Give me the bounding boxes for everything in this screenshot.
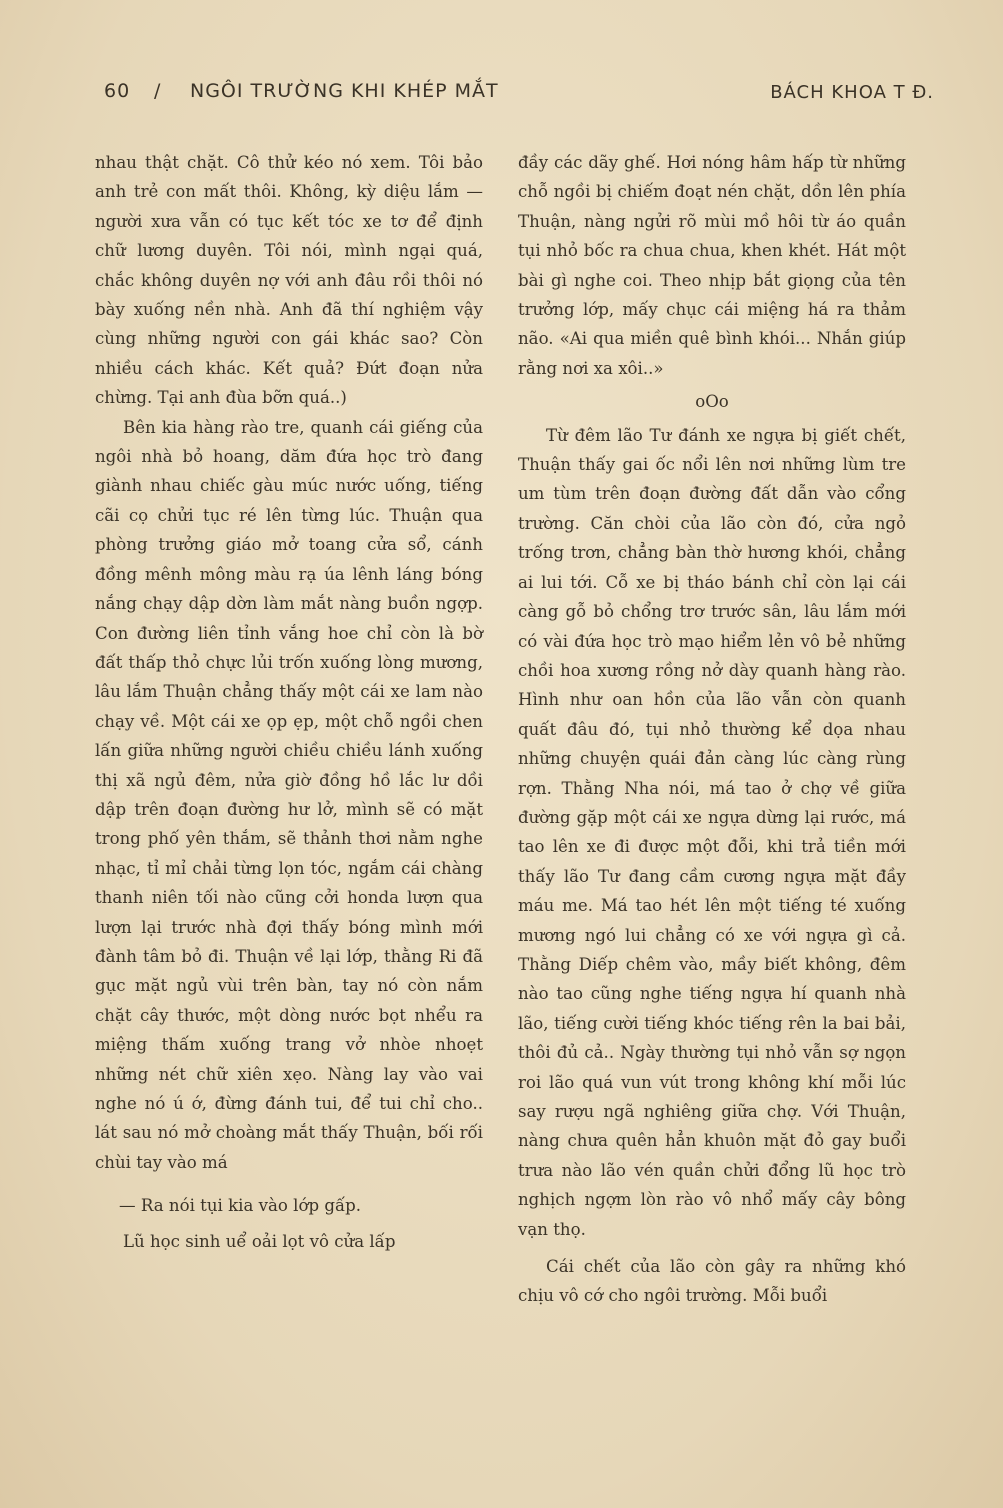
right-column — [518, 148, 906, 1311]
left-paragraph-1: nhau thật chặt. Cô thử kéo nó xem. Tôi bảo anh trẻ con mất thôi. Không, kỳ diệu lắm — người xưa vẫn có tục kết tóc xe tơ để định chữ lương duyên. Tôi nói, mình ngại quá, chắc không duyên nợ với anh đâu rồi thôi nó bày xuống nền nhà. Anh đã thí nghiệm vậy cùng những người con gái khác sao? Còn nhiều cách khác. Kết quả? Đứt đoạn nửa chừng. Tại anh đùa bỡn quá..) — [95, 153, 483, 408]
running-title: NGÔI TRƯỜNG KHI KHÉP MẮT — [190, 80, 499, 102]
publication-name: BÁCH KHOA T Đ. — [770, 82, 934, 103]
section-separator: oOo — [695, 392, 729, 412]
left-dialog-line: — Ra nói tụi kia vào lớp gấp. — [119, 1196, 362, 1216]
page-header — [104, 80, 934, 110]
page-number: 60 — [104, 80, 131, 102]
right-paragraph-1: đầy các dãy ghế. Hơi nóng hâm hấp từ những chỗ ngồi bị chiếm đoạt nén chặt, dồn lên phía Thuận, nàng ngửi rõ mùi mồ hôi từ áo quần tụi nhỏ bốc ra chua chua, khen khét. Hát một bài gì nghe coi. Theo nhịp bắt giọng của tên trưởng lớp, mấy chục cái miệng há ra thảm não. «Ai qua miền quê bình khói... Nhắn giúp rằng nơi xa xôi..» — [518, 153, 906, 378]
left-paragraph-2: Bên kia hàng rào tre, quanh cái giếng của ngôi nhà bỏ hoang, dăm đứa học trò đang giành nhau chiếc gàu múc nước uống, tiếng cãi cọ chửi tục ré lên từng lúc. Thuận qua phòng trưởng giáo mở toang cửa sổ, cánh đồng mênh mông màu rạ úa lênh láng bóng nắng chạy dập dờn làm mắt nàng buồn ngợp. Con đường liên tỉnh vắng hoe chỉ còn là bờ đất thấp thỏ chực lủi trốn xuống lòng mương, lâu lắm Thuận chẳng thấy một cái xe lam nào chạy về. Một cái xe ọp ẹp, một chỗ ngồi chen lấn giữa những người chiều chiều lánh xuống thị xã ngủ đêm, nửa giờ đồng hồ lắc lư dồi dập trên đoạn đường hư lở, mình sẽ có mặt trong phố yên thắm, sẽ thảnh thơi nằm nghe nhạc, tỉ mỉ chải từng lọn tóc, ngắm cái chàng thanh niên tối nào cũng cởi honda lượn qua lượn lại trước nhà đợi thấy bóng mình mới đành tâm bỏ đi. Thuận về lại lớp, thằng Ri đã gục mặt ngủ vùi trên bàn, tay nó còn nắm chặt cây thước, một dòng nước bọt nhểu ra miệng thấm xuống trang vở nhòe nhoẹt những nét chữ xiên xẹo. Nàng lay vào vai nghe nó ú ớ, đừng đánh tui, để tui chỉ cho.. lát sau nó mở choàng mắt thấy Thuận, bối rối chùi tay vào má — [95, 417, 483, 1172]
right-paragraph-2: Từ đêm lão Tư đánh xe ngựa bị giết chết, Thuận thấy gai ốc nổi lên nơi những lùm tre um tùm trên đoạn đường đất dẫn vào cổng trường. Căn chòi của lão còn đó, cửa ngỏ trống trơn, chẳng bàn thờ hương khói, chẳng ai lui tới. Cỗ xe bị tháo bánh chỉ còn lại cái càng gỗ bỏ chổng trơ trước sân, lâu lắm mới có vài đứa học trò mạo hiểm lẻn vô bẻ những chồi hoa xương rồng nở dày quanh hàng rào. Hình như oan hồn của lão vẫn còn quanh quất đâu đó, tụi nhỏ thường kể dọa nhau những chuyện quái đản càng lúc càng rùng rợn. Thằng Nha nói, má tao ở chợ về giữa đường gặp một cái xe ngựa dừng lại rước, má tao lên xe đi được một đỗi, khi trả tiền mới thấy lão Tư đang cầm cương ngựa mặt đầy máu me. Má tao hét lên một tiếng té xuống mương ngó lui chẳng có xe với ngựa gì cả. Thằng Diếp chêm vào, mầy biết không, đêm nào tao cũng nghe tiếng ngựa hí quanh nhà lão, tiếng cười tiếng khóc tiếng rên la bai bải, thôi đủ cả.. Ngày thường tụi nhỏ vẫn sợ ngọn roi lão quá vun vút trong không khí mỗi lúc say rượu ngã nghiêng giữa chợ. Với Thuận, nàng chưa quên hẳn khuôn mặt đỏ gay buổi trưa nào lão vén quần chửi đổng lũ học trò nghịch ngợm lòn rào vô nhổ mấy cây bông vạn thọ. — [518, 425, 906, 1239]
left-paragraph-3: Lũ học sinh uể oải lọt vô cửa lấp — [123, 1231, 396, 1251]
right-paragraph-3: Cái chết của lão còn gây ra những khó chịu vô cớ cho ngôi trường. Mỗi buổi — [518, 1257, 906, 1306]
left-column — [95, 148, 483, 1256]
header-separator: / — [154, 80, 162, 102]
